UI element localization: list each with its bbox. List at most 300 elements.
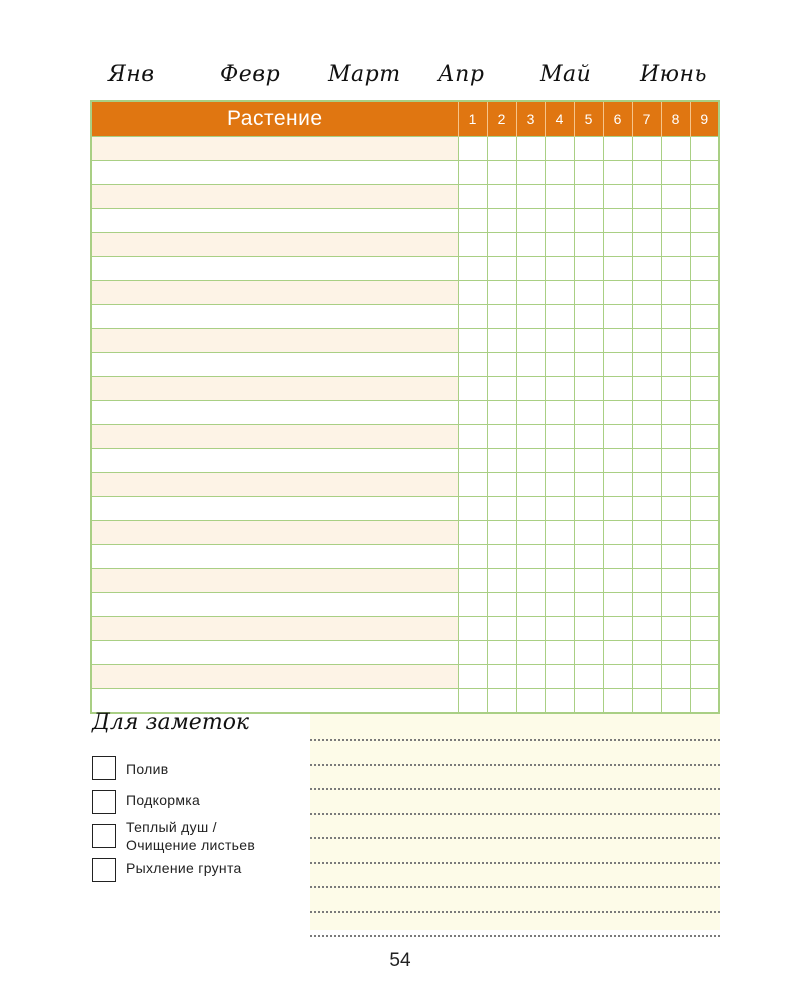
check-cell[interactable]	[487, 617, 516, 641]
check-cell[interactable]	[487, 497, 516, 521]
legend-label: Рыхление грунта	[126, 860, 242, 876]
check-cell[interactable]	[574, 353, 603, 377]
check-cell[interactable]	[690, 353, 719, 377]
check-cell[interactable]	[487, 449, 516, 473]
check-cell[interactable]	[516, 617, 545, 641]
table-row	[91, 665, 719, 689]
notes-line	[310, 886, 720, 888]
check-cell[interactable]	[661, 473, 690, 497]
check-cell[interactable]	[690, 233, 719, 257]
table-row	[91, 425, 719, 449]
table-row	[91, 473, 719, 497]
number-column-header: 2	[487, 101, 516, 137]
check-cell[interactable]	[516, 305, 545, 329]
check-cell[interactable]	[545, 617, 574, 641]
check-cell[interactable]	[458, 665, 487, 689]
check-cell[interactable]	[661, 257, 690, 281]
table-row	[91, 209, 719, 233]
number-column-header: 9	[690, 101, 719, 137]
check-cell[interactable]	[458, 521, 487, 545]
check-cell[interactable]	[603, 401, 632, 425]
legend-item-shower	[92, 819, 256, 854]
check-cell[interactable]	[603, 329, 632, 353]
check-cell[interactable]	[516, 185, 545, 209]
check-cell[interactable]	[690, 521, 719, 545]
check-cell[interactable]	[487, 161, 516, 185]
check-cell[interactable]	[516, 329, 545, 353]
table-row	[91, 377, 719, 401]
check-cell[interactable]	[516, 161, 545, 185]
check-cell[interactable]	[603, 545, 632, 569]
check-cell[interactable]	[574, 377, 603, 401]
month-label: Янв	[108, 62, 155, 87]
check-cell[interactable]	[661, 641, 690, 665]
check-cell[interactable]	[574, 665, 603, 689]
check-cell[interactable]	[458, 593, 487, 617]
check-cell[interactable]	[690, 209, 719, 233]
check-cell[interactable]	[487, 377, 516, 401]
plant-name-cell[interactable]	[91, 161, 458, 185]
check-cell[interactable]	[458, 425, 487, 449]
check-cell[interactable]	[690, 137, 719, 161]
check-cell[interactable]	[574, 449, 603, 473]
check-cell[interactable]	[632, 665, 661, 689]
plant-name-cell[interactable]	[91, 257, 458, 281]
check-cell[interactable]	[458, 449, 487, 473]
plant-name-cell[interactable]	[91, 665, 458, 689]
plant-name-cell[interactable]	[91, 569, 458, 593]
check-cell[interactable]	[516, 665, 545, 689]
check-cell[interactable]	[632, 161, 661, 185]
check-cell[interactable]	[574, 641, 603, 665]
check-cell[interactable]	[516, 449, 545, 473]
check-cell[interactable]	[545, 161, 574, 185]
check-cell[interactable]	[574, 185, 603, 209]
check-cell[interactable]	[487, 593, 516, 617]
check-cell[interactable]	[574, 257, 603, 281]
check-cell[interactable]	[487, 353, 516, 377]
table-row	[91, 617, 719, 641]
number-column-header: 4	[545, 101, 574, 137]
check-cell[interactable]	[487, 689, 516, 714]
check-cell[interactable]	[545, 137, 574, 161]
checkbox-icon[interactable]	[92, 756, 116, 780]
check-cell[interactable]	[516, 233, 545, 257]
check-cell[interactable]	[545, 233, 574, 257]
check-cell[interactable]	[690, 545, 719, 569]
check-cell[interactable]	[632, 209, 661, 233]
check-cell[interactable]	[574, 473, 603, 497]
notes-line	[310, 935, 720, 937]
notes-line	[310, 764, 720, 766]
check-cell[interactable]	[545, 641, 574, 665]
check-cell[interactable]	[487, 281, 516, 305]
check-cell[interactable]	[487, 185, 516, 209]
check-cell[interactable]	[690, 569, 719, 593]
check-cell[interactable]	[545, 689, 574, 714]
check-cell[interactable]	[516, 569, 545, 593]
check-cell[interactable]	[603, 497, 632, 521]
check-cell[interactable]	[690, 689, 719, 714]
check-cell[interactable]	[632, 185, 661, 209]
check-cell[interactable]	[690, 497, 719, 521]
check-cell[interactable]	[632, 593, 661, 617]
plant-name-cell[interactable]	[91, 401, 458, 425]
check-cell[interactable]	[661, 353, 690, 377]
month-label: Май	[540, 62, 592, 87]
check-cell[interactable]	[661, 233, 690, 257]
check-cell[interactable]	[545, 521, 574, 545]
check-cell[interactable]	[545, 449, 574, 473]
plant-name-cell[interactable]	[91, 593, 458, 617]
check-cell[interactable]	[632, 425, 661, 449]
table-row	[91, 401, 719, 425]
check-cell[interactable]	[690, 161, 719, 185]
check-cell[interactable]	[632, 401, 661, 425]
check-cell[interactable]	[545, 473, 574, 497]
plant-name-cell[interactable]	[91, 497, 458, 521]
check-cell[interactable]	[690, 473, 719, 497]
check-cell[interactable]	[661, 617, 690, 641]
check-cell[interactable]	[690, 425, 719, 449]
check-cell[interactable]	[545, 401, 574, 425]
check-cell[interactable]	[516, 593, 545, 617]
check-cell[interactable]	[603, 161, 632, 185]
check-cell[interactable]	[661, 665, 690, 689]
check-cell[interactable]	[458, 185, 487, 209]
check-cell[interactable]	[661, 209, 690, 233]
check-cell[interactable]	[574, 617, 603, 641]
check-cell[interactable]	[574, 137, 603, 161]
check-cell[interactable]	[661, 161, 690, 185]
plant-name-cell[interactable]	[91, 641, 458, 665]
check-cell[interactable]	[516, 137, 545, 161]
month-label: Июнь	[640, 62, 708, 87]
check-cell[interactable]	[516, 281, 545, 305]
check-cell[interactable]	[516, 353, 545, 377]
check-cell[interactable]	[458, 257, 487, 281]
plant-name-cell[interactable]	[91, 545, 458, 569]
check-cell[interactable]	[574, 281, 603, 305]
legend-label: Полив	[126, 761, 169, 777]
check-cell[interactable]	[661, 545, 690, 569]
check-cell[interactable]	[516, 209, 545, 233]
table-row	[91, 233, 719, 257]
check-cell[interactable]	[661, 281, 690, 305]
check-cell[interactable]	[603, 449, 632, 473]
check-cell[interactable]	[661, 377, 690, 401]
notes-area[interactable]	[310, 714, 720, 930]
check-cell[interactable]	[574, 545, 603, 569]
check-cell[interactable]	[458, 161, 487, 185]
check-cell[interactable]	[545, 353, 574, 377]
table-body	[91, 137, 719, 714]
check-cell[interactable]	[603, 641, 632, 665]
number-column-header: 8	[661, 101, 690, 137]
notes-line	[310, 788, 720, 790]
check-cell[interactable]	[603, 209, 632, 233]
month-label: Март	[328, 62, 401, 87]
check-cell[interactable]	[603, 353, 632, 377]
check-cell[interactable]	[690, 617, 719, 641]
plant-name-cell[interactable]	[91, 521, 458, 545]
number-column-header: 7	[632, 101, 661, 137]
check-cell[interactable]	[458, 329, 487, 353]
plant-name-cell[interactable]	[91, 233, 458, 257]
check-cell[interactable]	[632, 617, 661, 641]
check-cell[interactable]	[603, 281, 632, 305]
check-cell[interactable]	[574, 329, 603, 353]
table-row	[91, 329, 719, 353]
check-cell[interactable]	[603, 233, 632, 257]
check-cell[interactable]	[661, 329, 690, 353]
check-cell[interactable]	[545, 497, 574, 521]
check-cell[interactable]	[487, 425, 516, 449]
check-cell[interactable]	[545, 377, 574, 401]
table-row	[91, 569, 719, 593]
check-cell[interactable]	[661, 137, 690, 161]
check-cell[interactable]	[516, 377, 545, 401]
check-cell[interactable]	[487, 521, 516, 545]
check-cell[interactable]	[487, 401, 516, 425]
check-cell[interactable]	[690, 641, 719, 665]
table-row	[91, 353, 719, 377]
plant-name-cell[interactable]	[91, 617, 458, 641]
check-cell[interactable]	[516, 545, 545, 569]
plant-column-header: Растение	[91, 101, 458, 137]
check-cell[interactable]	[487, 257, 516, 281]
check-cell[interactable]	[690, 377, 719, 401]
check-cell[interactable]	[632, 521, 661, 545]
check-cell[interactable]	[458, 233, 487, 257]
number-column-header: 6	[603, 101, 632, 137]
check-cell[interactable]	[661, 401, 690, 425]
legend-item-watering	[92, 756, 168, 780]
check-cell[interactable]	[632, 641, 661, 665]
check-cell[interactable]	[545, 545, 574, 569]
plant-name-cell[interactable]	[91, 281, 458, 305]
check-cell[interactable]	[632, 377, 661, 401]
number-column-header: 3	[516, 101, 545, 137]
check-cell[interactable]	[603, 665, 632, 689]
legend-item-feeding	[92, 790, 200, 814]
notes-line	[310, 813, 720, 815]
check-cell[interactable]	[545, 425, 574, 449]
check-cell[interactable]	[458, 377, 487, 401]
check-cell[interactable]	[458, 617, 487, 641]
table-row	[91, 497, 719, 521]
check-cell[interactable]	[545, 329, 574, 353]
month-label: Февр	[220, 62, 281, 87]
table-row	[91, 305, 719, 329]
check-cell[interactable]	[458, 569, 487, 593]
check-cell[interactable]	[632, 305, 661, 329]
check-cell[interactable]	[574, 569, 603, 593]
check-cell[interactable]	[632, 257, 661, 281]
check-cell[interactable]	[458, 473, 487, 497]
check-cell[interactable]	[632, 689, 661, 714]
check-cell[interactable]	[603, 617, 632, 641]
table-row	[91, 593, 719, 617]
plant-name-cell[interactable]	[91, 449, 458, 473]
check-cell[interactable]	[458, 137, 487, 161]
table-row	[91, 185, 719, 209]
check-cell[interactable]	[487, 641, 516, 665]
check-cell[interactable]	[661, 521, 690, 545]
check-cell[interactable]	[516, 425, 545, 449]
check-cell[interactable]	[632, 353, 661, 377]
table-row	[91, 521, 719, 545]
plant-care-table	[90, 100, 720, 714]
check-cell[interactable]	[458, 281, 487, 305]
check-cell[interactable]	[690, 401, 719, 425]
check-cell[interactable]	[574, 689, 603, 714]
check-cell[interactable]	[458, 305, 487, 329]
month-label: Апр	[438, 62, 485, 87]
check-cell[interactable]	[574, 305, 603, 329]
check-cell[interactable]	[690, 305, 719, 329]
table-row	[91, 257, 719, 281]
check-cell[interactable]	[487, 473, 516, 497]
check-cell[interactable]	[690, 281, 719, 305]
check-cell[interactable]	[458, 401, 487, 425]
check-cell[interactable]	[603, 473, 632, 497]
table-header-row	[91, 101, 719, 137]
plant-name-cell[interactable]	[91, 209, 458, 233]
check-cell[interactable]	[690, 665, 719, 689]
check-cell[interactable]	[487, 545, 516, 569]
check-cell[interactable]	[516, 689, 545, 714]
legend-label: Теплый душ / Очищение листьев	[126, 819, 256, 853]
check-cell[interactable]	[574, 425, 603, 449]
check-cell[interactable]	[661, 593, 690, 617]
check-cell[interactable]	[661, 449, 690, 473]
check-cell[interactable]	[603, 593, 632, 617]
check-cell[interactable]	[574, 401, 603, 425]
check-cell[interactable]	[632, 449, 661, 473]
check-cell[interactable]	[516, 473, 545, 497]
page-number: 54	[389, 950, 411, 971]
check-cell[interactable]	[545, 665, 574, 689]
legend-item-loosening	[92, 858, 242, 882]
check-cell[interactable]	[690, 185, 719, 209]
check-cell[interactable]	[458, 689, 487, 714]
check-cell[interactable]	[632, 497, 661, 521]
check-cell[interactable]	[603, 377, 632, 401]
check-cell[interactable]	[487, 665, 516, 689]
check-cell[interactable]	[661, 689, 690, 714]
plant-name-cell[interactable]	[91, 305, 458, 329]
table-row	[91, 641, 719, 665]
table-row	[91, 161, 719, 185]
check-cell[interactable]	[458, 497, 487, 521]
legend-label: Подкормка	[126, 792, 201, 808]
number-column-header: 1	[458, 101, 487, 137]
check-cell[interactable]	[690, 257, 719, 281]
check-cell[interactable]	[661, 305, 690, 329]
check-cell[interactable]	[574, 209, 603, 233]
check-cell[interactable]	[603, 257, 632, 281]
check-cell[interactable]	[574, 233, 603, 257]
checkbox-icon[interactable]	[92, 858, 116, 882]
checkbox-icon[interactable]	[92, 824, 116, 848]
check-cell[interactable]	[487, 569, 516, 593]
check-cell[interactable]	[545, 257, 574, 281]
check-cell[interactable]	[516, 521, 545, 545]
check-cell[interactable]	[690, 593, 719, 617]
check-cell[interactable]	[574, 521, 603, 545]
check-cell[interactable]	[574, 497, 603, 521]
table-row	[91, 281, 719, 305]
check-cell[interactable]	[516, 641, 545, 665]
check-cell[interactable]	[458, 209, 487, 233]
check-cell[interactable]	[632, 281, 661, 305]
plant-name-cell[interactable]	[91, 137, 458, 161]
check-cell[interactable]	[458, 545, 487, 569]
check-cell[interactable]	[603, 569, 632, 593]
check-cell[interactable]	[690, 329, 719, 353]
plant-name-cell[interactable]	[91, 185, 458, 209]
check-cell[interactable]	[632, 545, 661, 569]
check-cell[interactable]	[487, 305, 516, 329]
check-cell[interactable]	[487, 137, 516, 161]
plant-name-cell[interactable]	[91, 473, 458, 497]
check-cell[interactable]	[545, 281, 574, 305]
check-cell[interactable]	[545, 593, 574, 617]
check-cell[interactable]	[661, 185, 690, 209]
check-cell[interactable]	[545, 209, 574, 233]
check-cell[interactable]	[516, 497, 545, 521]
check-cell[interactable]	[516, 401, 545, 425]
notes-title: Для заметок	[92, 710, 250, 735]
plant-name-cell[interactable]	[91, 353, 458, 377]
check-cell[interactable]	[690, 449, 719, 473]
plant-name-cell[interactable]	[91, 329, 458, 353]
checkbox-icon[interactable]	[92, 790, 116, 814]
check-cell[interactable]	[458, 641, 487, 665]
check-cell[interactable]	[487, 233, 516, 257]
notes-line	[310, 837, 720, 839]
check-cell[interactable]	[516, 257, 545, 281]
plant-name-cell[interactable]	[91, 425, 458, 449]
check-cell[interactable]	[603, 521, 632, 545]
check-cell[interactable]	[661, 569, 690, 593]
check-cell[interactable]	[487, 209, 516, 233]
check-cell[interactable]	[632, 233, 661, 257]
table-row	[91, 137, 719, 161]
check-cell[interactable]	[458, 353, 487, 377]
check-cell[interactable]	[632, 329, 661, 353]
check-cell[interactable]	[632, 137, 661, 161]
check-cell[interactable]	[603, 305, 632, 329]
check-cell[interactable]	[545, 569, 574, 593]
check-cell[interactable]	[574, 593, 603, 617]
check-cell[interactable]	[632, 473, 661, 497]
check-cell[interactable]	[603, 137, 632, 161]
check-cell[interactable]	[661, 425, 690, 449]
check-cell[interactable]	[545, 305, 574, 329]
check-cell[interactable]	[545, 185, 574, 209]
check-cell[interactable]	[632, 569, 661, 593]
check-cell[interactable]	[603, 689, 632, 714]
check-cell[interactable]	[603, 425, 632, 449]
check-cell[interactable]	[487, 329, 516, 353]
check-cell[interactable]	[574, 161, 603, 185]
check-cell[interactable]	[661, 497, 690, 521]
check-cell[interactable]	[603, 185, 632, 209]
plant-name-cell[interactable]	[91, 377, 458, 401]
notes-line	[310, 739, 720, 741]
